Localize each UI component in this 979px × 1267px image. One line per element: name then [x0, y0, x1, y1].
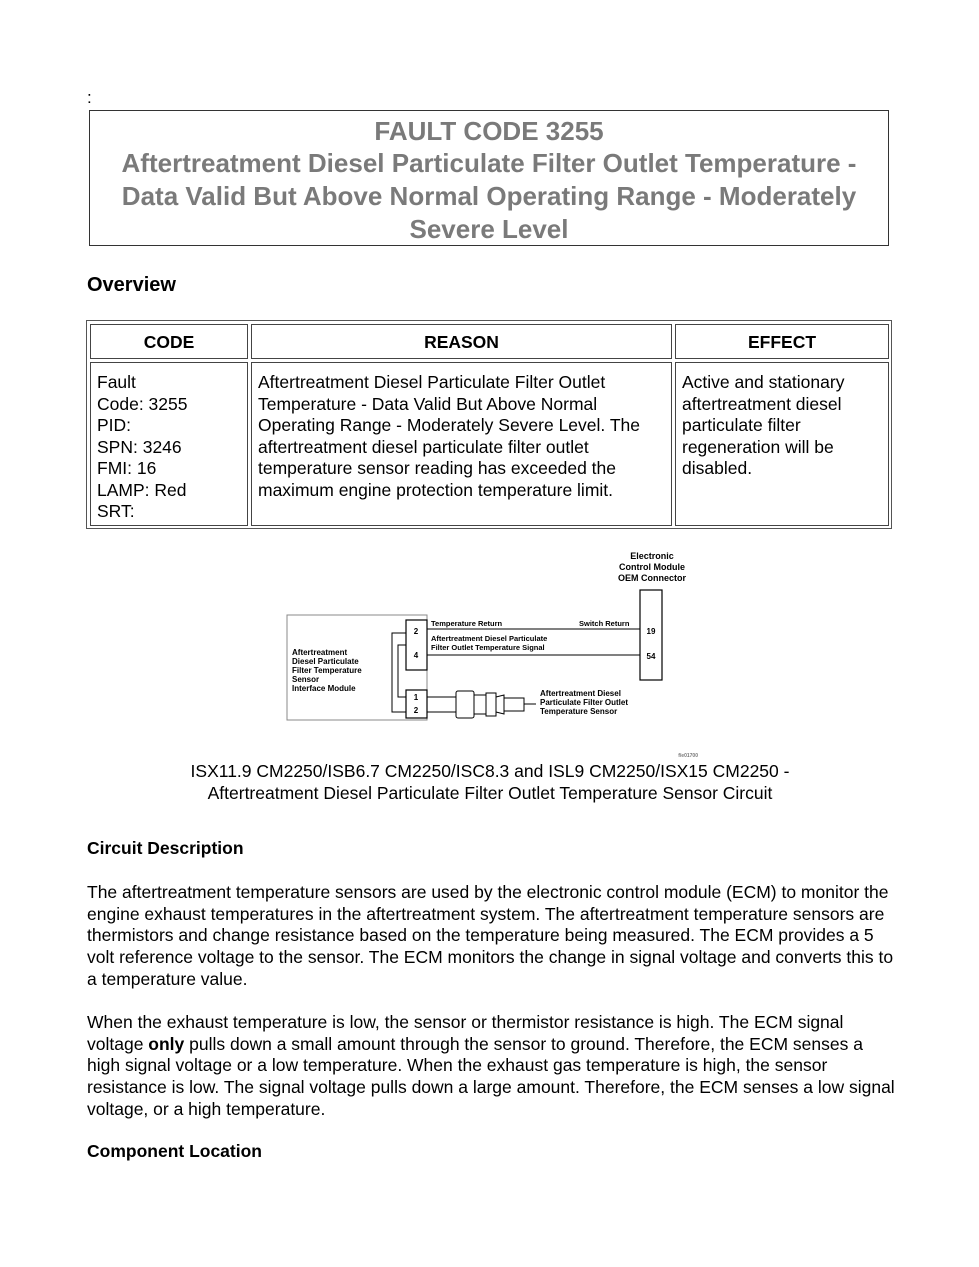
paragraph-text: pulls down a small amount through the sensor to ground. Therefore, the ECM senses a high signal voltage or a low temperature. When the exhaust gas temperature is high, the sensor resistance is low. The signal voltage pulls down a large amount. Therefore, the ECM senses a low signal voltage, or a high temperature.	[87, 1033, 895, 1119]
pin-2-label: 2	[413, 627, 419, 636]
sensor-label-line: Aftertreatment Diesel	[540, 689, 621, 698]
fault-code-title: FAULT CODE 3255	[374, 116, 604, 146]
pin-54-label: 54	[646, 652, 656, 661]
wire-switch-return-label: Switch Return	[579, 619, 630, 628]
header-effect: EFFECT	[675, 324, 889, 359]
caption-line: Aftertreatment Diesel Particulate Filter Outlet Temperature Sensor Circuit	[207, 783, 773, 803]
module-label-line: Filter Temperature	[292, 666, 362, 675]
sensor-label-line: Temperature Sensor	[540, 707, 618, 716]
fault-table	[86, 320, 892, 529]
header-reason: REASON	[251, 324, 672, 359]
ecm-label-line: Control Module	[619, 562, 685, 572]
effect-cell: Active and stationary aftertreatment diesel particulate filter regeneration will be disabled.	[675, 362, 889, 526]
emphasis-only: only	[148, 1033, 185, 1054]
circuit-paragraph-1: The aftertreatment temperature sensors are used by the electronic control module (ECM) to monitor the engine exhaust temperatures in the aftertreatment system. The aftertreatment temperature sensors are thermistors and change resistance based on the temperature being measured. The ECM provides a 5 volt reference voltage to the sensor. The ECM monitors the change in signal voltage and converts this to a temperature value.	[87, 882, 894, 989]
module-label-line: Aftertreatment	[292, 648, 348, 657]
module-label-line: Diesel Particulate	[292, 657, 359, 666]
pin-19-label: 19	[646, 627, 656, 636]
figure-id: f/e01700	[678, 753, 698, 759]
pin-2b-label: 2	[413, 706, 419, 715]
code-line: SPN: 3246	[97, 436, 182, 457]
sensor-circuit-diagram	[280, 545, 720, 760]
circuit-description-heading: Circuit Description	[87, 838, 244, 858]
component-location-heading: Component Location	[87, 1141, 262, 1161]
module-label-line: Sensor	[292, 675, 320, 684]
title-box	[89, 110, 889, 246]
ecm-label-line: OEM Connector	[617, 573, 687, 583]
circuit-paragraph-2	[87, 1012, 897, 1121]
wire-signal-label-line: Filter Outlet Temperature Signal	[431, 643, 545, 652]
sensor-label-line: Particulate Filter Outlet	[540, 698, 629, 707]
header-code: CODE	[90, 324, 248, 359]
code-line: Fault	[97, 372, 136, 392]
wire-signal-label-line: Aftertreatment Diesel Particulate	[431, 634, 548, 643]
code-line: Code: 3255	[97, 393, 188, 414]
code-line: LAMP: Red	[97, 479, 187, 500]
pin-4-label: 4	[413, 651, 419, 660]
code-cell	[90, 362, 248, 526]
reason-cell: Aftertreatment Diesel Particulate Filter Outlet Temperature - Data Valid But Above Normal Operating Range - Moderately Severe Level. The aftertreatment diesel particulate filter outlet temperature sensor reading has exceeded the maximum engine protection temperature limit.	[251, 362, 672, 526]
sensor-drawing	[456, 691, 536, 718]
internal-wire	[398, 645, 406, 697]
overview-heading: Overview	[87, 274, 176, 296]
fault-code-description: Aftertreatment Diesel Particulate Filter Outlet Temperature - Data Valid But Above Normal Operating Range - Moderately Severe Level	[121, 148, 857, 244]
diagram-caption	[90, 760, 890, 804]
leading-colon: :	[87, 88, 92, 107]
module-label-line: Interface Module	[292, 684, 356, 693]
code-line: FMI: 16	[97, 458, 157, 478]
paragraph-text: When the exhaust temperature is low, the sensor or thermistor resistance is high. The ECM signal voltage	[87, 1012, 844, 1054]
caption-line: ISX11.9 CM2250/ISB6.7 CM2250/ISC8.3 and ISL9 CM2250/ISX15 CM2250 -	[190, 761, 790, 781]
wire-temp-return-label: Temperature Return	[431, 619, 503, 628]
code-line: SRT:	[97, 501, 135, 521]
code-line: PID:	[97, 415, 132, 435]
ecm-label-line: Electronic	[630, 551, 674, 561]
pin-1-label: 1	[413, 693, 419, 702]
